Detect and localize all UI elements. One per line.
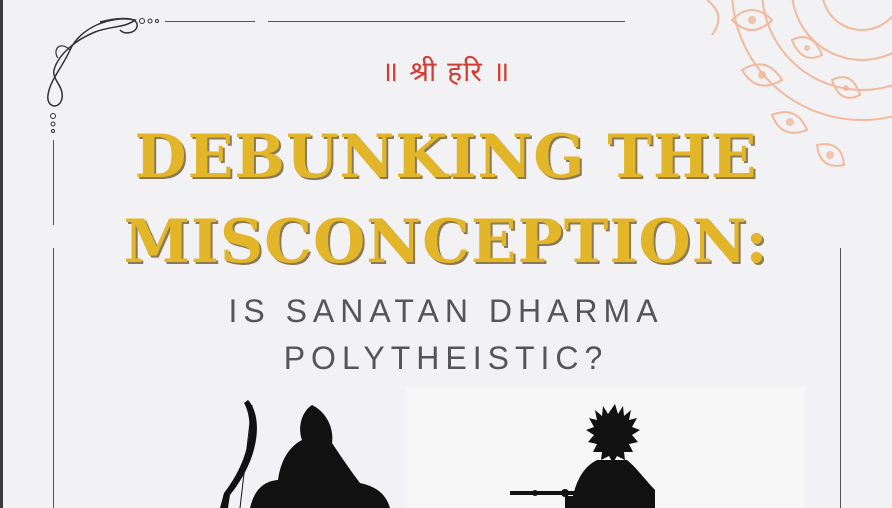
rama-silhouette-icon [200,395,400,508]
left-frame-line-lower [53,248,54,508]
page-title-line-2: MISCONCEPTION: [123,207,769,277]
right-frame-line [840,248,841,508]
top-divider-line [165,21,255,22]
subtitle-line-2: POLYTHEISTIC? [283,340,609,376]
krishna-silhouette-icon [505,400,665,508]
top-divider-line-long [268,21,625,22]
subtitle-line-1: IS SANATAN DHARMA [228,293,664,329]
page-title-line-1: DEBUNKING THE [134,122,758,192]
invocation-text: ॥ श्री हरि ॥ [381,55,511,88]
